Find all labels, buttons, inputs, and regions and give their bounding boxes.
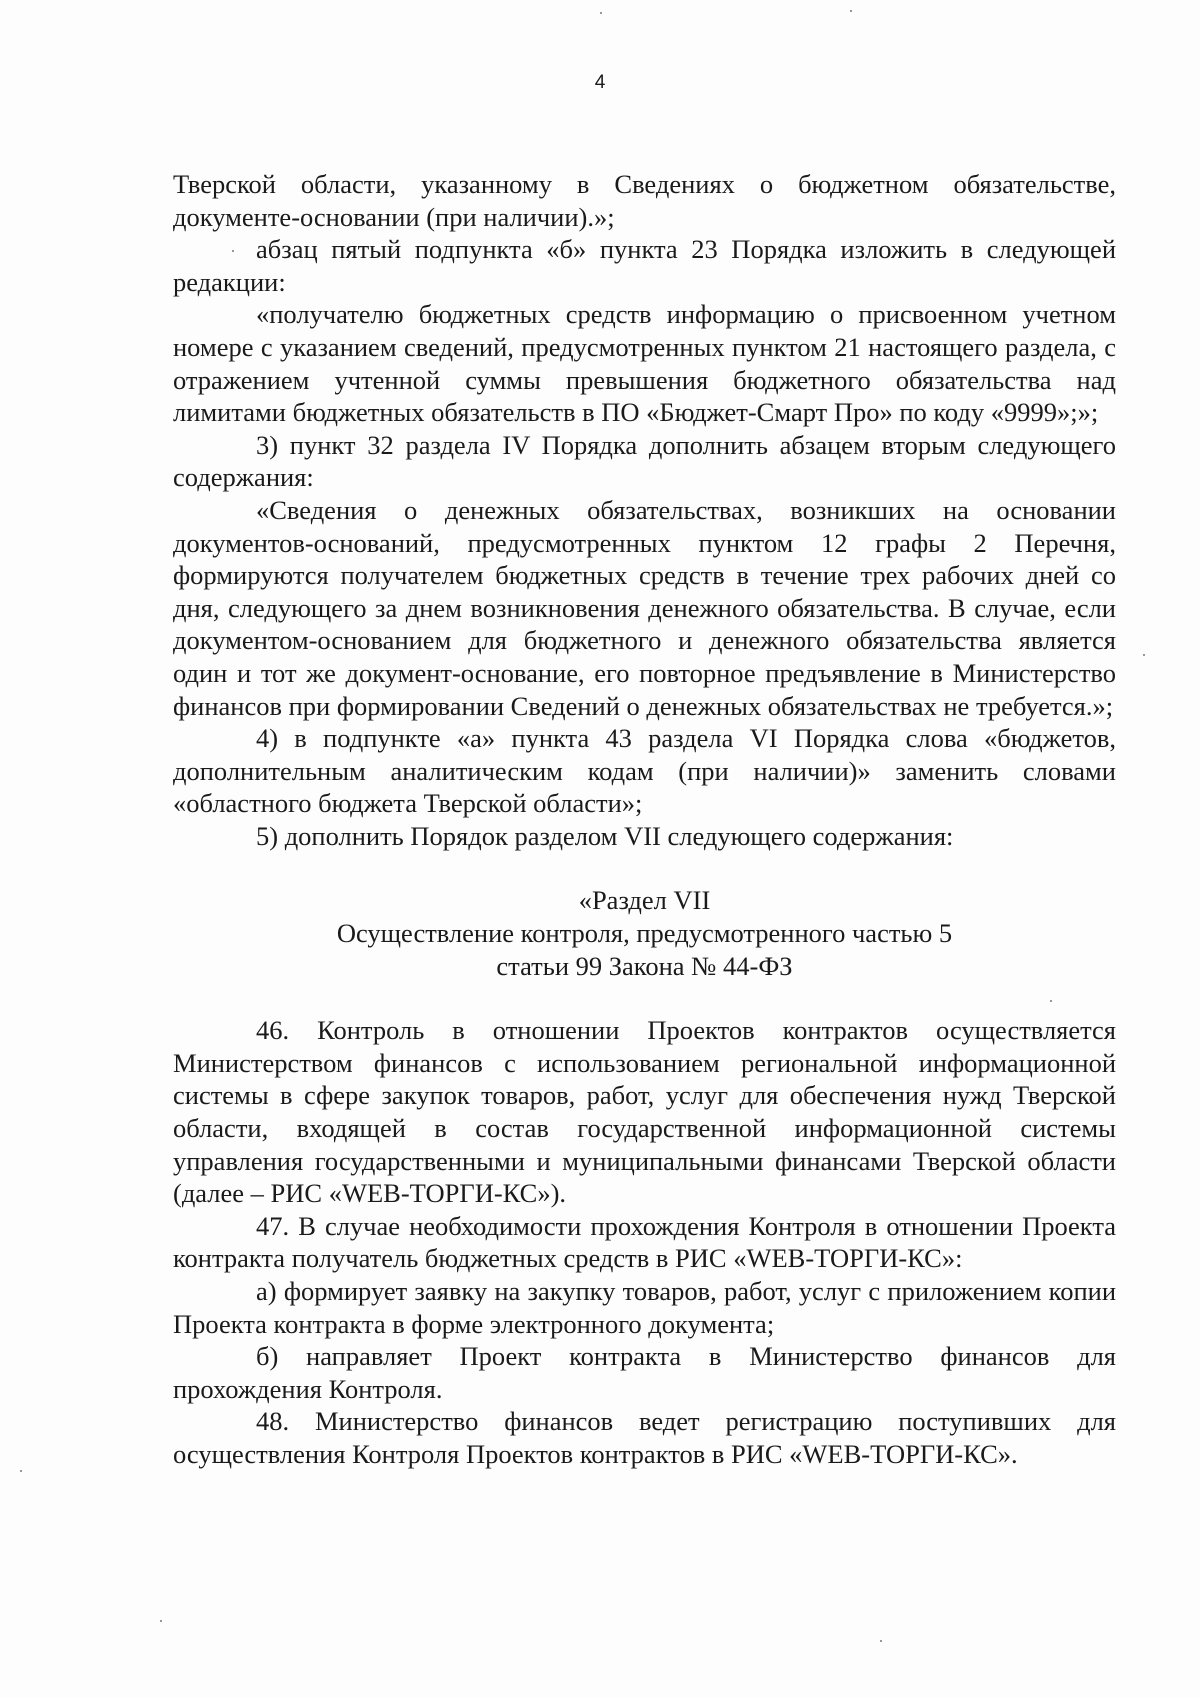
paragraph: 47. В случае необходимости прохождения Контроля в отношении Проекта контракта получатель бюджетных средств в РИС «WEB-ТОРГИ-КС»: — [173, 1210, 1116, 1274]
section-heading — [173, 884, 1116, 982]
scan-speck — [232, 250, 234, 252]
paragraph: а) формирует заявку на закупку товаров, работ, услуг с приложением копии Проекта контракта в форме электронного документа; — [173, 1276, 1116, 1339]
scan-speck — [1143, 654, 1145, 656]
section-heading-title: «Раздел VII — [578, 885, 711, 916]
section-heading-subtitle: статьи 99 Закона № 44-ФЗ — [496, 950, 793, 981]
scan-speck — [600, 12, 602, 14]
scan-speck — [850, 10, 852, 12]
scan-speck — [160, 1620, 162, 1622]
paragraph: 4) в подпункте «а» пункта 43 раздела VI Порядка слова «бюджетов, дополнительным аналитическим кодам (при наличии)» заменить словами «областного бюджета Тверской области»; — [173, 723, 1116, 819]
scan-speck — [1050, 1000, 1052, 1002]
paragraph: абзац пятый подпункта «б» пункта 23 Порядка изложить в следующей редакции: — [173, 234, 1116, 297]
paragraph: 46. Контроль в отношении Проектов контрактов осуществляется Министерством финансов с использованием региональной информационной системы в сфере закупок товаров, работ, услуг для обеспечения нужд Тверской области, входящей в состав государственной информационной системы управления государственными и муниципальными финансами Тверской области (далее – РИС «WEB-ТОРГИ-КС»). — [173, 1015, 1116, 1209]
paragraph: «получателю бюджетных средств информацию о присвоенном учетном номере с указанием сведений, предусмотренных пунктом 21 настоящего раздела, с отражением учтенной суммы превышения бюджетного обязательства над лимитами бюджетных обязательств в ПО «Бюджет-Смарт Про» по коду «9999»;»; — [173, 299, 1116, 428]
scan-speck — [880, 1640, 882, 1642]
paragraph: 3) пункт 32 раздела IV Порядка дополнить абзацем вторым следующего содержания: — [173, 429, 1116, 493]
page-number: 4 — [594, 72, 606, 93]
paragraph: 48. Министерство финансов ведет регистрацию поступивших для осуществления Контроля Проектов контрактов в РИС «WEB-ТОРГИ-КС». — [173, 1406, 1116, 1469]
document-body — [173, 168, 1116, 1471]
paragraph: Тверской области, указанному в Сведениях о бюджетном обязательстве, документе-основании (при наличии).»; — [173, 169, 1116, 232]
section-heading-subtitle: Осуществление контроля, предусмотренного частью 5 — [336, 918, 953, 949]
scan-speck — [20, 1470, 22, 1472]
paragraph: «Сведения о денежных обязательствах, возникших на основании документов-оснований, предусмотренных пунктом 12 графы 2 Перечня, формируются получателем бюджетных средств в течение трех рабочих дней со дня, следующего за днем возникновения денежного обязательства. В случае, если документом-основанием для бюджетного и денежного обязательства является один и тот же документ-основание, его повторное предъявление в Министерство финансов при формировании Сведений о денежных обязательствах не требуется.»; — [173, 494, 1116, 721]
paragraph: б) направляет Проект контракта в Министерство финансов для прохождения Контроля. — [173, 1341, 1116, 1404]
paragraph: 5) дополнить Порядок разделом VII следующего содержания: — [256, 820, 954, 851]
